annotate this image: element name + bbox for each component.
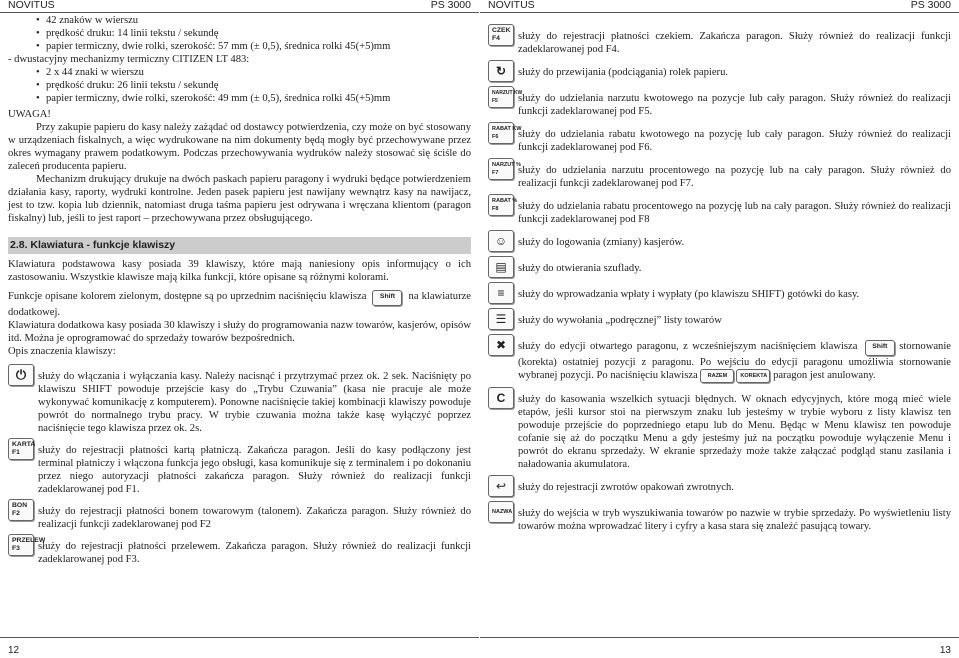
czek-key-text: służy do rejestracji płatności czekiem. Zakańcza paragon. Służy również do realizacji funkcji zadeklarowanej pod F4. [518,31,951,55]
shift-key: Shift [372,290,402,306]
keyboard-intro: Klawiatura podstawowa kasy posiada 39 klawiszy, które mają naniesiony opis informujący o ich zastosowaniu. Wszystkie klawisze mają kilka funkcji, które opisane są różnymi kolorami. [8,259,471,283]
karta-key-text: służy do rejestracji płatności kartą płatniczą. Zakańcza paragon. Jeśli do kasy podłączony jest terminal płatniczy i włączona funkcja jego obsługi, kasa komunikuje się z terminalem i po dokonaniu przez niego autoryzacji płatności zakańcza paragon. Służy również do realizacji funkcji zadeklarowanej pod F1. [38,445,471,495]
bon-key: BON F2 [8,499,34,521]
return-icon: ↩ [495,479,507,493]
storno-icon: ✖ [495,338,507,352]
key-row-narzut-kw [488,86,951,118]
cash-icon: ≡ [497,286,505,300]
key-row-przelew [8,534,471,566]
login-key-text: służy do logowania (zmiany) kasjerów. [518,237,685,248]
right-page [480,0,959,658]
c-key-text: służy do kasowania wszelkich sytuacji błędnych. W oknach edycyjnych, które mogą mieć wiele etapów, jeśli kursor stoi na pierwszym znaku lub jesteśmy w trybie wyboru z listy klawisz ten powoduje przejście do poprzedniego etapu lub do Menu. Będąc w Menu klawisz ten powoduje cofanie się aż do początku Menu a gdy jesteśmy już na początku powoduje wyłączenie Menu i powrót do ekranu sprzedaży. W ekranie sprzedaży może także załączać podgląd stanu zasilania i naładowania akumulatora. [518,394,951,470]
key-row-czek [488,24,951,56]
clear-key-label: C [496,391,506,405]
key-row-rabat-pct [488,194,951,226]
list-item: • papier termiczny, dwie rolki, szerokość: 57 mm (± 0,5), średnica rolki 45(+5)mm [8,40,471,53]
narzut-pct-key-text: służy do udzielania narzutu procentowego na pozycję lub na cały paragon. Służy również do realizacji funkcji zadeklarowanej pod F7. [518,165,951,189]
list-item: • papier termiczny, dwie rolki, szerokość: 49 mm (± 0,5), średnica rolki 45(+5)mm [8,92,471,105]
storno-text-c: paragon jest anulowany. [773,370,876,381]
storno-text-b: stornowanie (korekta) ostatniej pozycji z paragonu. Po wejściu do edycji paragonu umożliwia stornowanie wybranej pozycji. Po naciśnięciu klawisza [518,341,951,381]
key-row-bon [8,499,471,531]
rabat-pct-key-text: służy do udzielania rabatu procentowego na pozycję lub na cały paragon. Służy również do realizacji funkcji zadeklarowanej pod F8 [518,201,951,225]
rabat-kw-key-text: służy do udzielania rabatu kwotowego na pozycję lub cały paragon. Służy również do realizacji funkcji zadeklarowanej pod F6. [518,129,951,153]
section-title: 2.8. Klawiatura - funkcje klawiszy [8,237,471,254]
page-number: 13 [939,645,951,656]
bon-key-text: służy do rejestracji płatności bonem towarowym (talonem). Zakańcza paragon. Służy również do realizacji funkcji zadeklarowanej pod F2 [38,506,471,530]
extra-keyboard-text: Klawiatura dodatkowa kasy posiada 30 klawiszy i służy do programowania nazw towarów, kasjerów, opisów itd. Można je oprogramować do sprzedaży towarów bezpośrednich. [8,320,471,344]
key-row-c [488,387,951,471]
key-row-rabat-kw [488,122,951,154]
list-item: • 2 x 44 znaki w wierszu [8,66,471,79]
zwrot-key-text: służy do rejestracji zwrotów opakowań zwrotnych. [518,482,734,493]
power-key [8,364,34,386]
kasa-key [488,282,514,304]
dual-mechanism-line: - dwustacyjny mechanizmy termiczny CITIZEN LT 483: [8,54,250,65]
drawer-icon: ▤ [495,260,507,274]
power-key-text: służy do włączania i wyłączania kasy. Należy nacisnąć i przytrzymać przez ok. 2 sek. Naciśnięty po klawiszu SHIFT powoduje przejście kasy do „Trybu Czuwania” (kasa nie pracuje ale może wykonywać komunikację z komputerem). Ponowne naciśnięcie takiej kombinacji klawiszy powoduje powrót do normalnego trybu pracy. W trybie czuwania można także kasę wyłączyć poprzez naciśnięcie tego klawisza przez ok. 2s. [38,371,471,434]
karta-key: KARTA F1 [8,438,34,460]
feed-key-text: służy do przewijania (podciągania) rolek papieru. [518,67,729,78]
list-item: • prędkość druku: 14 linii tekstu / sekundę [8,27,471,40]
key-row-nazwa [488,501,951,533]
narzut-pct-key: NARZUT % F7 [488,158,514,180]
left-page [0,0,479,658]
key-row-narzut-pct [488,158,951,190]
list-item: • 42 znaków w wierszu [8,14,471,27]
login-key [488,230,514,252]
cashier-icon: ☺ [494,234,508,248]
czek-key: CZEK F4 [488,24,514,46]
feed-key [488,60,514,82]
key-legend-label: Opis znaczenia klawiszy: [8,346,116,357]
korekta-key: KOREKTA [736,369,770,383]
key-row-zwrot [488,475,951,497]
page-header [480,0,959,13]
key-row-kasa [488,282,951,304]
shift-text-b: na klawiaturze dodatkowej. [8,291,472,318]
key-row-feed [488,60,951,82]
left-content [8,14,471,566]
lista-key-text: służy do wywołania „podręcznej” listy towarów [518,315,722,326]
shift-paragraph [8,290,471,319]
lista-key [488,308,514,330]
kasa-key-text: służy do wprowadzania wpłaty i wypłaty (po klawiszu SHIFT) gotówki do kasy. [518,289,860,300]
przelew-key: PRZELEW F3 [8,534,34,556]
narzut-kw-key-text: służy do udzielania narzutu kwotowego na pozycje lub cały paragon. Służy również do realizacji funkcji zadeklarowanej pod F5. [518,93,951,117]
page-header [0,0,479,13]
brand: NOVITUS [8,0,55,11]
key-row-lista [488,308,951,330]
c-key [488,387,514,409]
shift-key: Shift [865,340,895,356]
storno-text-a: służy do edycji otwartego paragonu, z wcześniejszym naciśnięciem klawisza [518,341,858,352]
storno-key [488,334,514,356]
page-footer [0,637,479,656]
key-row-karta [8,438,471,496]
nazwa-key: NAZWA [488,501,514,523]
mechanism-text: Mechanizm drukujący drukuje na dwóch paskach papieru paragony i wydruki będące potwierdzeniem działania kasy, raporty, wydruki kontrolne. Jeden pasek papieru jest nawijany wewnątrz kasy na nawijacz, jest to tzw. kopia lub dziennik, natomiast druga taśma papieru jest odrywana i wręczana klientom (paragon fiskalny) lub, jeśli to jest raport – przechowywana przez obsługującego. [8,174,471,224]
brand: NOVITUS [488,0,535,11]
razem-korekta-keys [700,369,770,383]
key-row-login [488,230,951,252]
power-icon: ⏻ [15,367,27,382]
przelew-key-text: służy do rejestracji płatności przelewem. Zakańcza paragon. Służy również do realizacji funkcji zadeklarowanej pod F3. [38,541,471,565]
narzut-kw-key: NARZUT KW F5 [488,86,514,108]
key-row-storno [488,334,951,383]
key-row-drawer [488,256,951,278]
page-footer [480,637,959,656]
razem-key: RAZEM [700,369,734,383]
model: PS 3000 [910,0,951,11]
rabat-pct-key: RABAT % F8 [488,194,514,216]
list-item: • prędkość druku: 26 linii tekstu / sekundę [8,79,471,92]
list-icon: ☰ [495,312,507,326]
drawer-key-text: służy do otwierania szuflady. [518,263,642,274]
zwrot-key [488,475,514,497]
nazwa-key-text: służy do wejścia w tryb wyszukiwania towarów po nazwie w trybie sprzedaży. Po wyświetleniu listy towarów można wprowadzać litery i cyfry a kasa stara się znaleźć pasującą towary. [518,508,951,532]
warning-text: Przy zakupie papieru do kasy należy zażądać od dostawcy potwierdzenia, czy może on być stosowany w urządzeniach fiskalnych, a więc wydrukowane na nim dokumenty będą mogły być przechowywane przez okres wymagany prawem podatkowym. Podczas przechowywania wydruków należy stosować się ściśle do zaleceń producenta papieru. [8,122,471,172]
rabat-kw-key: RABAT KW F6 [488,122,514,144]
storno-key-text [518,334,951,383]
key-row-power [8,364,471,435]
paper-feed-icon: ↻ [495,64,507,78]
model: PS 3000 [430,0,471,11]
right-content [488,24,951,533]
shift-text-a: Funkcje opisane kolorem zielonym, dostępne są po uprzednim naciśnięciu klawisza [8,291,367,302]
warning-label: UWAGA! [8,109,51,120]
drawer-key [488,256,514,278]
page-number: 12 [8,645,20,656]
